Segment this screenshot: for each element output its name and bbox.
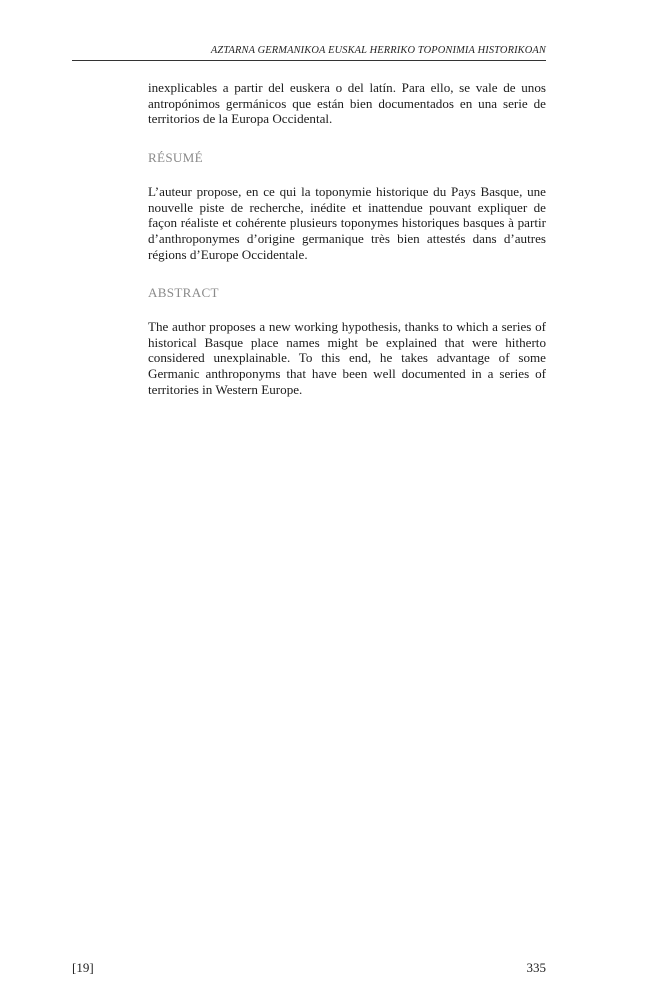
header-rule — [72, 60, 546, 61]
page-content — [148, 80, 546, 398]
abstract-heading: ABSTRACT — [148, 285, 219, 301]
resumen-continuation-paragraph: inexplicables a partir del euskera o del latín. Para ello, se vale de unos antropónimos germánicos que están bien documentados en una serie de territorios de la Europa Occidental. — [148, 80, 546, 127]
resume-heading: RÉSUMÉ — [148, 150, 203, 166]
abstract-paragraph: The author proposes a new working hypothesis, thanks to which a series of historical Basque place names might be explained that were hitherto considered unexplainable. To this end, he takes advantage of some Germanic anthroponyms that have been well documented in a series of territories in Western Europe. — [148, 319, 546, 397]
resume-paragraph: L’auteur propose, en ce qui la toponymie historique du Pays Basque, une nouvelle piste de recherche, inédite et inattendue pouvant expliquer de façon réaliste et cohérente plusieurs toponymes historiques basques à partir d’anthroponymes d’origine germanique très bien attestés dans d’autres régions d’Europe Occidentale. — [148, 183, 546, 262]
running-header-title: AZTARNA GERMANIKOA EUSKAL HERRIKO TOPONIMIA HISTORIKOAN — [210, 45, 546, 56]
footer-page-number: 335 — [526, 960, 546, 975]
footer-bracket-page: [19] — [72, 960, 94, 975]
